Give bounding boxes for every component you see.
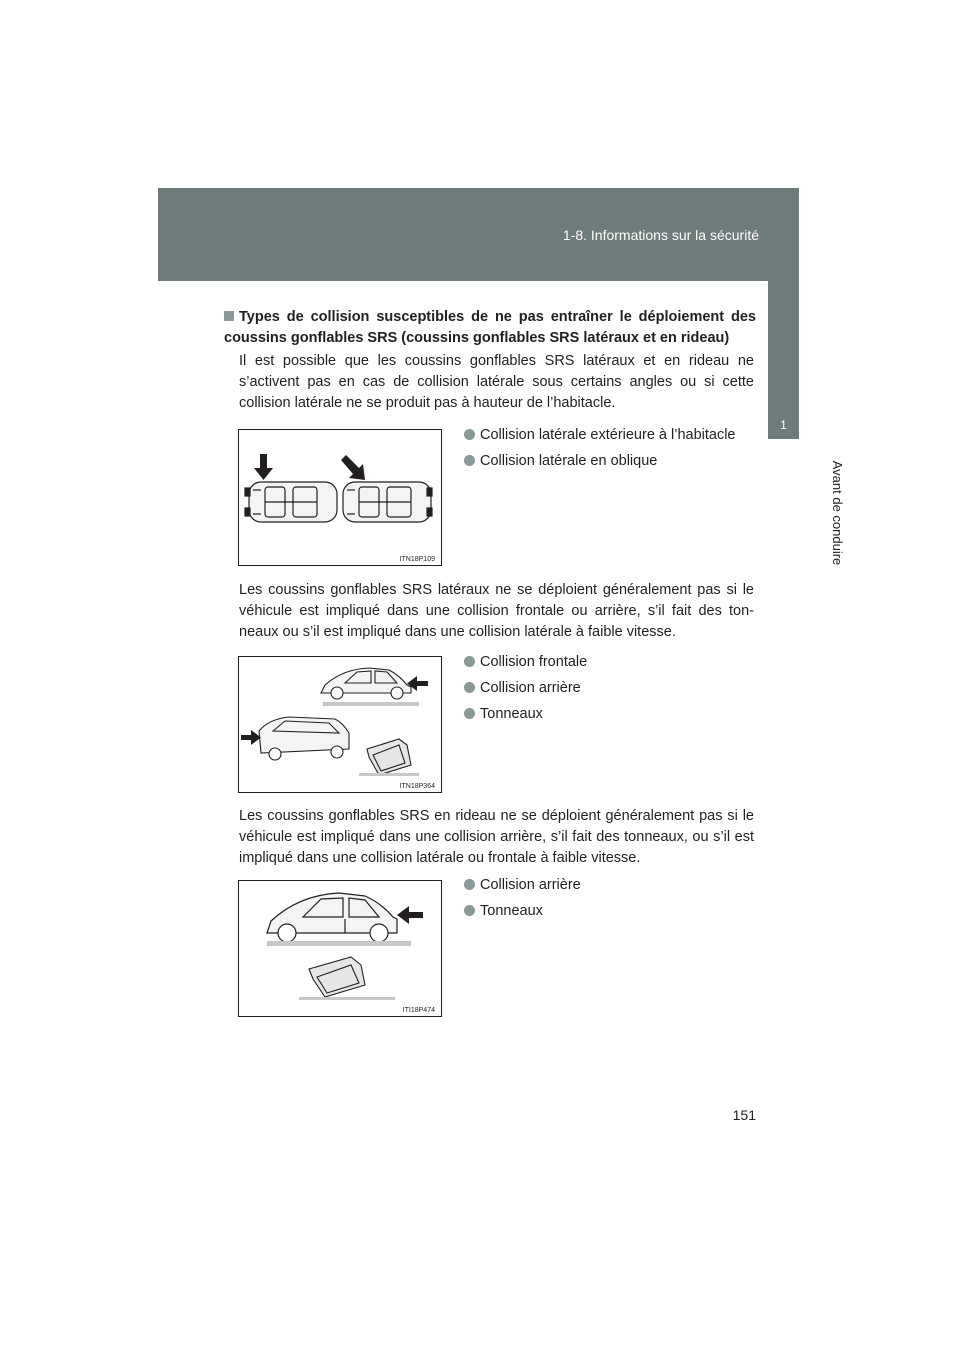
car-side-view-icon — [267, 893, 397, 942]
chapter-number: 1 — [780, 418, 787, 432]
arrow-oblique-icon — [341, 455, 365, 480]
list-item: Tonneaux — [464, 701, 587, 727]
figure-code: ITN18P364 — [399, 783, 435, 790]
paragraph-2: Les coussins gonflables SRS latéraux ne se déploient généralement pas si le véhicule est impliqué dans une collision frontale ou arrière, s’il fait des ton-neaux ou s’il est impliqué dans une collision latérale à faible vitesse. — [239, 582, 754, 640]
arrow-left-icon — [397, 906, 423, 924]
square-bullet-icon — [224, 311, 234, 321]
circle-bullet-icon — [464, 682, 475, 693]
chapter-label: Avant de conduire — [830, 460, 845, 566]
rear-rollover-illustration — [239, 881, 441, 1016]
bullet-list-2 — [464, 649, 587, 727]
heading-text: Types de collision susceptibles de ne pas entraîner le déploiement des coussins gonflables SRS (coussins gonflables SRS latéraux et en rideau) — [224, 309, 756, 346]
circle-bullet-icon — [464, 708, 475, 719]
bullet-list-3 — [464, 872, 581, 924]
car-rear-view-icon — [259, 717, 349, 760]
page-number: 151 — [732, 1107, 756, 1123]
chapter-label-wrap — [771, 453, 845, 573]
figure-frontal-rear-rollover — [238, 656, 442, 793]
list-item: Tonneaux — [464, 898, 581, 924]
section-heading — [224, 307, 756, 349]
list-item: Collision latérale en oblique — [464, 448, 736, 474]
rollover-car-icon — [309, 957, 365, 997]
car-top-view-icon — [245, 482, 337, 522]
car-side-view-icon — [321, 668, 411, 699]
car-top-view-icon — [343, 482, 432, 522]
section-header-band — [158, 188, 799, 281]
list-item: Collision latérale extérieure à l’habitacle — [464, 422, 736, 448]
figure-code: ITI18P474 — [402, 1007, 435, 1014]
list-item: Collision arrière — [464, 872, 581, 898]
ground-line — [359, 773, 419, 776]
ground-line — [299, 997, 395, 1000]
arrow-down-icon — [254, 454, 273, 480]
figure-rear-rollover — [238, 880, 442, 1017]
bullet-list-1 — [464, 422, 736, 474]
frontal-rear-rollover-illustration — [239, 657, 441, 792]
circle-bullet-icon — [464, 455, 475, 466]
paragraph-3: Les coussins gonflables SRS en rideau ne se déploient généralement pas si le véhicule est impliqué dans une collision arrière, s’il fait des tonneaux, ou s’il est impliqué dans une collision latérale ou frontale à faible vitesse. — [239, 808, 754, 866]
circle-bullet-icon — [464, 429, 475, 440]
circle-bullet-icon — [464, 905, 475, 916]
section-title: 1-8. Informations sur la sécurité — [562, 227, 759, 243]
paragraph-1: Il est possible que les coussins gonflables SRS latéraux et en rideau ne s’activent pas en cas de collision latérale sous certains angles ou si cette collision latérale ne se produit pas à hauteur de l’habitacle. — [239, 353, 754, 411]
arrow-right-icon — [241, 730, 261, 745]
chapter-tab — [768, 281, 799, 439]
rollover-car-icon — [367, 739, 411, 775]
figure-side-collision — [238, 429, 442, 566]
figure-code: ITN18P109 — [399, 556, 435, 563]
side-collision-illustration — [239, 430, 441, 565]
circle-bullet-icon — [464, 879, 475, 890]
ground-line — [267, 941, 411, 946]
ground-line — [323, 702, 419, 706]
circle-bullet-icon — [464, 656, 475, 667]
list-item: Collision frontale — [464, 649, 587, 675]
list-item: Collision arrière — [464, 675, 587, 701]
